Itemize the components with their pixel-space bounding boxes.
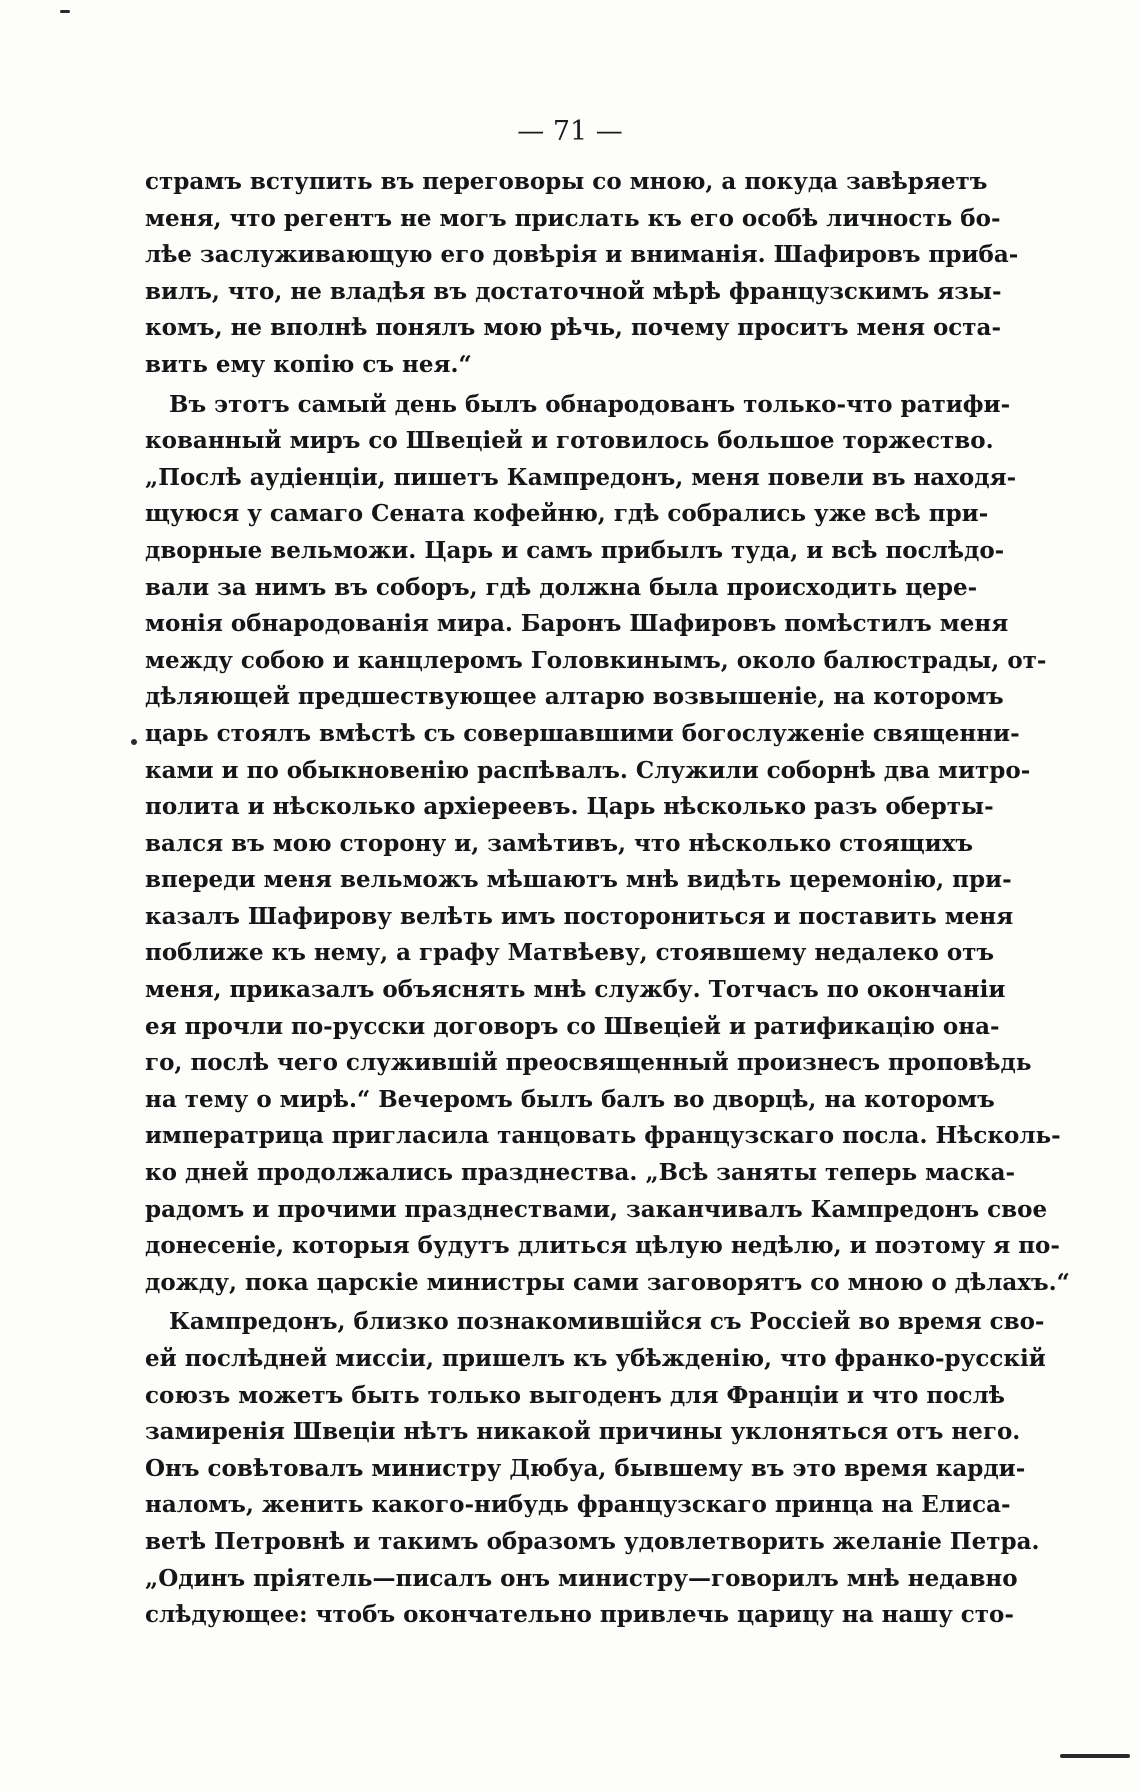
text-line: поближе къ нему, а графу Матвѣеву, стоявшему недалеко отъ — [145, 939, 995, 967]
text-line: радомъ и прочими празднествами, заканчивалъ Кампредонъ свое — [145, 1195, 1048, 1223]
text-line: Онъ совѣтовалъ министру Дюбуа, бывшему въ это время карди- — [145, 1454, 1026, 1482]
text-line: Въ этотъ самый день былъ обнародованъ только-что ратифи- — [169, 390, 1011, 418]
text-line: страмъ вступить въ переговоры со мною, а покуда завѣряетъ — [145, 168, 988, 195]
print-speck — [60, 10, 70, 13]
text-line: дворные вельможи. Царь и самъ прибылъ туда, и всѣ послѣдо- — [145, 536, 1005, 564]
text-line: комъ, не вполнѣ понялъ мою рѣчь, почему проситъ меня оста- — [145, 314, 1002, 342]
text-line: вить ему копію съ нея.“ — [145, 350, 472, 378]
text-line: впереди меня вельможъ мѣшаютъ мнѣ видѣть церемонію, при- — [145, 866, 1012, 894]
text-line: царь стоялъ вмѣстѣ съ совершавшими богослуженіе священни- — [145, 719, 1020, 747]
page-number: — 71 — — [517, 116, 623, 147]
text-line: ей послѣдней миссіи, пришелъ къ убѣжденію, что франко-русскій — [145, 1345, 1046, 1372]
text-line: дожду, пока царскіе министры сами заговорятъ со мною о дѣлахъ.“ — [145, 1268, 1070, 1296]
text-line: союзъ можетъ быть только выгоденъ для Франціи и что послѣ — [145, 1381, 1005, 1409]
text-line: Кампредонъ, близко познакомившійся съ Россіей во время сво- — [169, 1308, 1045, 1336]
text-line: вали за нимъ въ соборъ, гдѣ должна была происходить цере- — [145, 573, 978, 601]
text-line: вилъ, что, не владѣя въ достаточной мѣрѣ французскимъ язы- — [145, 277, 1002, 305]
text-line: щуюся у самаго Сената кофейню, гдѣ собрались уже всѣ при- — [145, 500, 989, 528]
body-text — [145, 164, 1070, 1634]
text-line: ветѣ Петровнѣ и такимъ образомъ удовлетворить желаніе Петра. — [145, 1527, 1040, 1555]
text-line: наломъ, женить какого-нибудь французскаго принца на Елиса- — [145, 1491, 1011, 1519]
text-line: дѣляющей предшествующее алтарю возвышеніе, на которомъ — [145, 683, 1004, 711]
text-line: слѣдующее: чтобъ окончательно привлечь царицу на нашу сто- — [145, 1601, 1014, 1629]
text-line: го, послѣ чего служившій преосвященный произнесъ проповѣдь — [145, 1049, 1032, 1077]
text-line: меня, что регентъ не могъ прислать къ его особѣ личность бо- — [145, 204, 1001, 232]
text-line: на тему о мирѣ.“ Вечеромъ былъ балъ во дворцѣ, на которомъ — [145, 1085, 995, 1113]
text-line: ея прочли по-русски договоръ со Швеціей и ратификацію она- — [145, 1012, 1000, 1040]
text-line: казалъ Шафирову велѣть имъ посторониться и поставить меня — [145, 902, 1014, 930]
text-line: замиренія Швеціи нѣтъ никакой причины уклоняться отъ него. — [145, 1418, 1021, 1446]
text-line: вался въ мою сторону и, замѣтивъ, что нѣсколько стоящихъ — [145, 829, 974, 857]
text-line: полита и нѣсколько архіереевъ. Царь нѣсколько разъ оберты- — [145, 793, 994, 821]
text-line: ками и по обыкновенію распѣвалъ. Служили соборнѣ два митро- — [145, 756, 1031, 784]
text-line: кованный миръ со Швеціей и готовилось большое торжество. — [145, 427, 994, 455]
margin-dot — [131, 739, 137, 745]
text-line: ко дней продолжались празднества. „Всѣ заняты теперь маска- — [145, 1159, 1016, 1187]
text-line: монія обнародованія мира. Баронъ Шафировъ помѣстилъ меня — [145, 610, 1009, 638]
page-edge-line — [1060, 1754, 1130, 1758]
text-line: лѣе заслуживающую его довѣрія и вниманія. Шафировъ прибa- — [145, 241, 1019, 269]
text-line: „Одинъ пріятель—писалъ онъ министру—говорилъ мнѣ недавно — [145, 1564, 1018, 1592]
text-line: меня, приказалъ объяснять мнѣ службу. Тотчасъ по окончаніи — [145, 976, 1006, 1004]
text-line: императрица пригласила танцовать французскаго посла. Нѣсколь- — [145, 1122, 1061, 1150]
text-line: между собою и канцлеромъ Головкинымъ, около балюстрады, от- — [145, 646, 1047, 674]
text-line: донесеніе, которыя будутъ длиться цѣлую недѣлю, и поэтому я по- — [145, 1232, 1060, 1260]
text-line: „Послѣ аудіенціи, пишетъ Кампредонъ, меня повели въ находя- — [145, 463, 1017, 491]
